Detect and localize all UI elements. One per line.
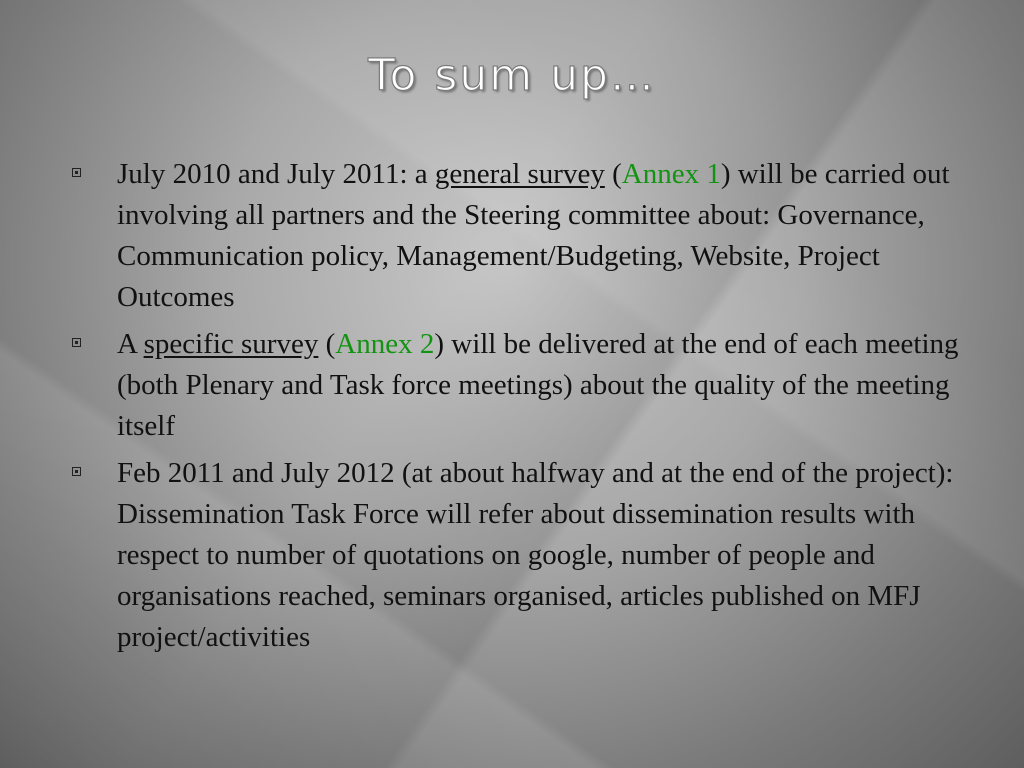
bullet-text: July 2010 and July 2011: a general survey (Annex 1) will be carried out involving all partners and the Steering committee about: Governance, Communication policy, Management/Budgeting, Website, Project Outcomes — [117, 158, 950, 313]
slide-title: To sum up… — [368, 50, 656, 101]
bullet-item — [70, 154, 970, 318]
bullet-text: Feb 2011 and July 2012 (at about halfway and at the end of the project): Dissemination Task Force will refer about dissemination results with respect to number of quotations on google, number of people and organisations reached, seminars organised, articles published on MFJ project/activities — [117, 457, 954, 653]
annex-2-label: Annex 2 — [335, 328, 435, 360]
bullet-list — [70, 154, 970, 664]
general-survey-text: general survey — [434, 158, 605, 190]
specific-survey-text: specific survey — [143, 328, 319, 360]
bullet-item — [70, 324, 970, 447]
bullet-item — [70, 453, 970, 658]
bullet-text: A specific survey (Annex 2) will be delivered at the end of each meeting (both Plenary and Task force meetings) about the quality of the meeting itself — [117, 328, 959, 442]
square-bullet-icon — [72, 467, 81, 476]
annex-1-label: Annex 1 — [621, 158, 721, 190]
square-bullet-icon — [72, 168, 81, 177]
square-bullet-icon — [72, 338, 81, 347]
